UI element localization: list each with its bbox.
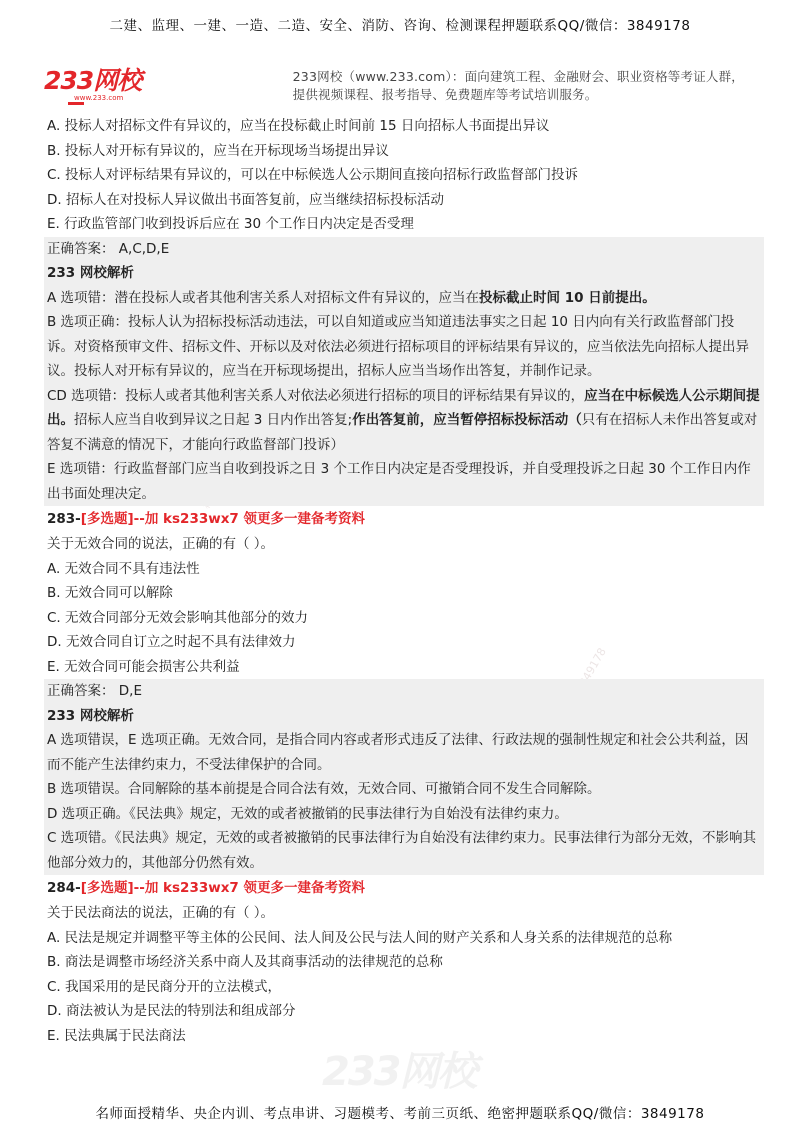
top-banner: 二建、监理、一建、一造、二造、安全、消防、咨询、检测课程押题联系QQ/微信：3849178 — [109, 18, 691, 34]
intro-line-1: 233网校（www.233.com）：面向建筑工程、金融财会、职业资格等考证人群， — [292, 69, 744, 84]
q283-answer: 正确答案： D,E — [47, 683, 143, 699]
q283-analysis-p1: A 选项错误，E 选项正确。无效合同，是指合同内容或者形式违反了法律、行政法规的强制性规定和社会公共利益，因而不能产生法律约束力，不受法律保护的合同。 — [47, 732, 749, 773]
logo-text: 233网校 — [44, 66, 142, 95]
footer-banner: 名师面授精华、央企内训、考点串讲、习题模考、考前三页纸、绝密押题联系QQ/微信：3849178 — [95, 1106, 705, 1122]
q283-analysis-p3: D 选项正确。《民法典》规定，无效的或者被撤销的民事法律行为自始没有法律约束力。 — [47, 805, 568, 822]
q282-analysis-e: E 选项错：行政监督部门应当自收到投诉之日 3 个工作日内决定是否受理投诉，并自受理投诉之日起 30 个工作日内作出书面处理决定。 — [47, 461, 751, 502]
q282-option-e: E. 行政监管部门收到投诉后应在 30 个工作日内决定是否受理 — [47, 216, 414, 232]
q283-option-c: C. 无效合同部分无效会影响其他部分的效力 — [47, 609, 309, 626]
q283-option-b: B. 无效合同可以解除 — [47, 585, 173, 601]
q284-stem: 关于民法商法的说法，正确的有（ ）。 — [47, 905, 275, 921]
q283-number: 283- — [47, 511, 81, 527]
logo-url: www.233.com — [74, 94, 124, 102]
q283-analysis-p2: B 选项错误。合同解除的基本前提是合同合法有效，无效合同、可撤销合同不发生合同解除。 — [47, 781, 601, 797]
q283-option-e: E. 无效合同可能会损害公共利益 — [47, 658, 240, 675]
q284-option-c: C. 我国采用的是民商分开的立法模式， — [47, 978, 282, 995]
q282-analysis — [44, 237, 764, 507]
q282-answer: 正确答案： A,C,D,E — [47, 240, 170, 257]
q284-option-b: B. 商法是调整市场经济关系中商人及其商事活动的法律规范的总称 — [47, 954, 443, 970]
q282-option-c: C. 投标人对评标结果有异议的，可以在中标候选人公示期间直接向招标行政监督部门投诉 — [47, 167, 579, 183]
q283-option-d: D. 无效合同自订立之时起不具有法律效力 — [47, 634, 296, 650]
q282-option-d: D. 招标人在对投标人异议做出书面答复前，应当继续招标投标活动 — [47, 191, 444, 208]
logo-underline — [68, 102, 84, 105]
q282-analysis-b: B 选项正确：投标人认为招标投标活动违法，可以自知道或应当知道违法事实之日起 10 日内向有关行政监督部门投诉。对资格预审文件、招标文件、开标以及对依法必须进行招标项目的评标结果有异议的，应当依法先向招标人提出异议。投标人对开标有异议的，应当在开标现场提出，招标人应当当场作出答复，并制作记录。 — [47, 314, 749, 379]
site-intro — [293, 68, 744, 104]
q283-analysis-title: 233 网校解析 — [47, 707, 134, 724]
q283-analysis — [44, 679, 764, 875]
q283-tag: [多选题]--加 ks233wx7 领更多一建备考资料 — [80, 511, 366, 527]
233-logo[interactable] — [44, 68, 162, 102]
q282-analysis-cd: CD 选项错：投标人或者其他利害关系人对依法必须进行招标的项目的评标结果有异议的，应当在中标候选人公示期间提出。招标人应当自收到异议之日起 3 日内作出答复;作出答复前，应当暂停招标投标活动（只有在招标人未作出答复或对答复不满意的情况下，才能向行政监督部门投诉） — [47, 387, 760, 453]
q283-header — [44, 506, 764, 532]
q284-option-e: E. 民法典属于民法商法 — [47, 1027, 186, 1044]
q284-tag: [多选题]--加 ks233wx7 领更多一建备考资料 — [80, 880, 366, 896]
q284-option-a: A. 民法是规定并调整平等主体的公民间、法人间及公民与法人间的财产关系和人身关系的法律规范的总称 — [47, 929, 673, 946]
q283-option-a: A. 无效合同不具有违法性 — [47, 560, 200, 577]
q283-analysis-p4: C 选项错。《民法典》规定，无效的或者被撤销的民事法律行为自始没有法律约束力。民事法律行为部分无效，不影响其他部分效力的，其他部分仍然有效。 — [47, 830, 756, 871]
q284-number: 284- — [47, 880, 81, 896]
q282-analysis-title: 233 网校解析 — [47, 265, 134, 281]
q284-option-d: D. 商法被认为是民法的特别法和组成部分 — [47, 1003, 296, 1019]
q282-option-b: B. 投标人对开标有异议的，应当在开标现场当场提出异议 — [47, 142, 389, 159]
q282-option-a: A. 投标人对招标文件有异议的，应当在投标截止时间前 15 日向招标人书面提出异议 — [47, 118, 550, 134]
bottom-watermark-logo: 233网校 — [322, 1049, 476, 1095]
document-body — [44, 114, 764, 1048]
q284-header — [44, 875, 764, 901]
q283-stem: 关于无效合同的说法，正确的有（ ）。 — [47, 536, 275, 552]
intro-line-2: 提供视频课程、报考指导、免费题库等考试培训服务。 — [292, 87, 598, 102]
q282-analysis-a: A 选项错：潜在投标人或者其他利害关系人对招标文件有异议的，应当在投标截止时间 10 日前提出。 — [47, 289, 656, 306]
